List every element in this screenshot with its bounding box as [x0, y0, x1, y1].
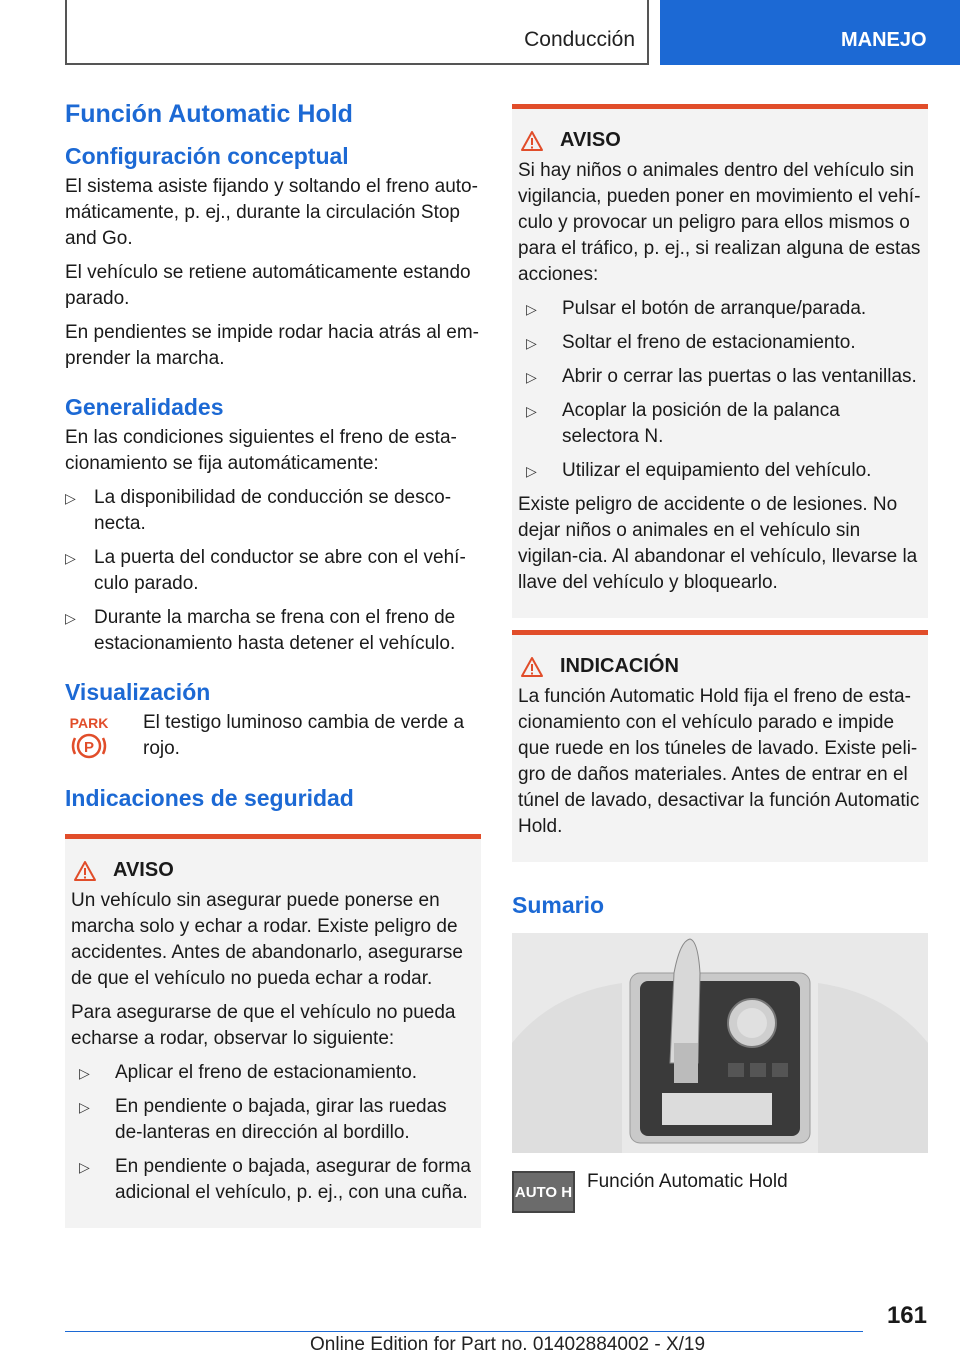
triangle-bullet-icon: ▷ [79, 1099, 90, 1115]
warning-title: AVISO [518, 129, 922, 152]
warning-outro: Existe peligro de accidente o de lesiones. No dejar niños o animales en el vehículo sin vigilan-cia. Al abandonar el vehículo, llevarse la llave del vehículo y bloquearlo. [518, 494, 918, 593]
general-heading: Generalidades [65, 394, 224, 420]
children-warning-box [512, 104, 928, 618]
footer-divider [65, 1331, 863, 1332]
list-item: ▷ En pendiente o bajada, girar las ruedas de-lanteras en dirección al bordillo. [79, 1096, 447, 1143]
auto-hold-caption: Función Automatic Hold [587, 1171, 788, 1192]
concept-paragraph: En pendientes se impide rodar hacia atrás al em-prender la marcha. [65, 322, 480, 369]
warning-intro: Si hay niños o animales dentro del vehículo sin vigilancia, pueden poner en movimiento el vehí-culo y provocar un peligro para ellos mismos o para el tráfico, p. ej., si realizan alguna de estas acciones: [518, 160, 921, 285]
triangle-bullet-icon: ▷ [79, 1065, 90, 1081]
list-item: ▷ Durante la marcha se frena con el freno de estacionamiento hasta detener el vehículo. [65, 607, 456, 654]
concept-paragraph: El vehículo se retiene automáticamente estando parado. [65, 262, 471, 309]
warning-list [71, 1060, 475, 1206]
list-item: ▷ Pulsar el botón de arranque/parada. [526, 296, 922, 322]
triangle-bullet-icon: ▷ [65, 610, 76, 626]
auto-hold-button-icon: AUTO H [512, 1171, 575, 1213]
general-intro: En las condiciones siguientes el freno de esta-cionamiento se fija automáticamente: [65, 427, 457, 474]
general-list [65, 485, 481, 657]
triangle-bullet-icon: ▷ [65, 550, 76, 566]
warning-title: AVISO [71, 859, 475, 882]
warning-triangle-icon [520, 656, 544, 678]
warning-paragraph: Para asegurarse de que el vehículo no pueda echarse a rodar, observar lo siguiente: [71, 1002, 456, 1049]
display-row [65, 710, 481, 765]
warning-triangle-icon [73, 860, 97, 882]
header-section-box [65, 0, 649, 65]
display-heading: Visualización [65, 679, 211, 705]
note-text: La función Automatic Hold fija el freno de esta-cionamiento con el vehículo parado e impide que ruede en los túneles de lavado. Existe peli-gro de daños materiales. Antes de entrar en el túnel de lavado, desactivar la función Automatic Hold. [518, 686, 920, 837]
right-column [512, 104, 928, 1213]
list-item: ▷ Utilizar el equipamiento del vehículo. [526, 458, 922, 484]
note-box [512, 630, 928, 862]
triangle-bullet-icon: ▷ [526, 463, 537, 479]
triangle-bullet-icon: ▷ [526, 403, 537, 419]
concept-heading: Configuración conceptual [65, 143, 349, 169]
list-item: ▷ Acoplar la posición de la palanca selectora N. [526, 400, 840, 447]
svg-text:P: P [83, 739, 95, 756]
triangle-bullet-icon: ▷ [526, 369, 537, 385]
list-item: ▷ Aplicar el freno de estacionamiento. [79, 1060, 475, 1086]
display-text: El testigo luminoso cambia de verde a rojo. [143, 712, 465, 759]
header-section-title: Conducción [524, 28, 635, 51]
list-item: ▷ Soltar el freno de estacionamiento. [526, 330, 922, 356]
note-title: INDICACIÓN [518, 655, 922, 678]
left-column [65, 100, 481, 1240]
warning-paragraph: Un vehículo sin asegurar puede ponerse en marcha solo y echar a rodar. Existe peligro de accidentes. Antes de abandonarlo, asegurarse de que el vehículo no pueda echar a rodar. [71, 890, 463, 989]
triangle-bullet-icon: ▷ [65, 490, 76, 506]
header-chapter-tab[interactable] [660, 0, 960, 65]
header-chapter-label: MANEJO [841, 29, 927, 51]
list-item: ▷ La disponibilidad de conducción se desco-necta. [65, 487, 452, 534]
auto-hold-row [512, 1169, 928, 1213]
safety-heading: Indicaciones de seguridad [65, 785, 354, 811]
svg-text:PARK: PARK [69, 715, 109, 731]
footer-edition: Online Edition for Part no. 01402884002 - X/19 [310, 1334, 706, 1355]
gear-selector-photo [512, 933, 928, 1153]
page-number: 161 [886, 1302, 927, 1329]
triangle-bullet-icon: ▷ [79, 1159, 90, 1175]
list-item: ▷ En pendiente o bajada, asegurar de forma adicional el vehículo, p. ej., con una cuña. [79, 1156, 471, 1203]
warning-triangle-icon [520, 130, 544, 152]
triangle-bullet-icon: ▷ [526, 301, 537, 317]
concept-paragraph: El sistema asiste fijando y soltando el freno auto-máticamente, p. ej., durante la circulación Stop and Go. [65, 176, 478, 249]
list-item: ▷ La puerta del conductor se abre con el vehí-culo parado. [65, 547, 466, 594]
list-item: ▷ Abrir o cerrar las puertas o las ventanillas. [526, 364, 922, 390]
park-brake-indicator-icon [65, 710, 143, 765]
warning-list [518, 296, 922, 484]
safety-warning-box [65, 834, 481, 1228]
page-title: Función Automatic Hold [65, 100, 353, 128]
summary-heading: Sumario [512, 892, 605, 918]
triangle-bullet-icon: ▷ [526, 335, 537, 351]
